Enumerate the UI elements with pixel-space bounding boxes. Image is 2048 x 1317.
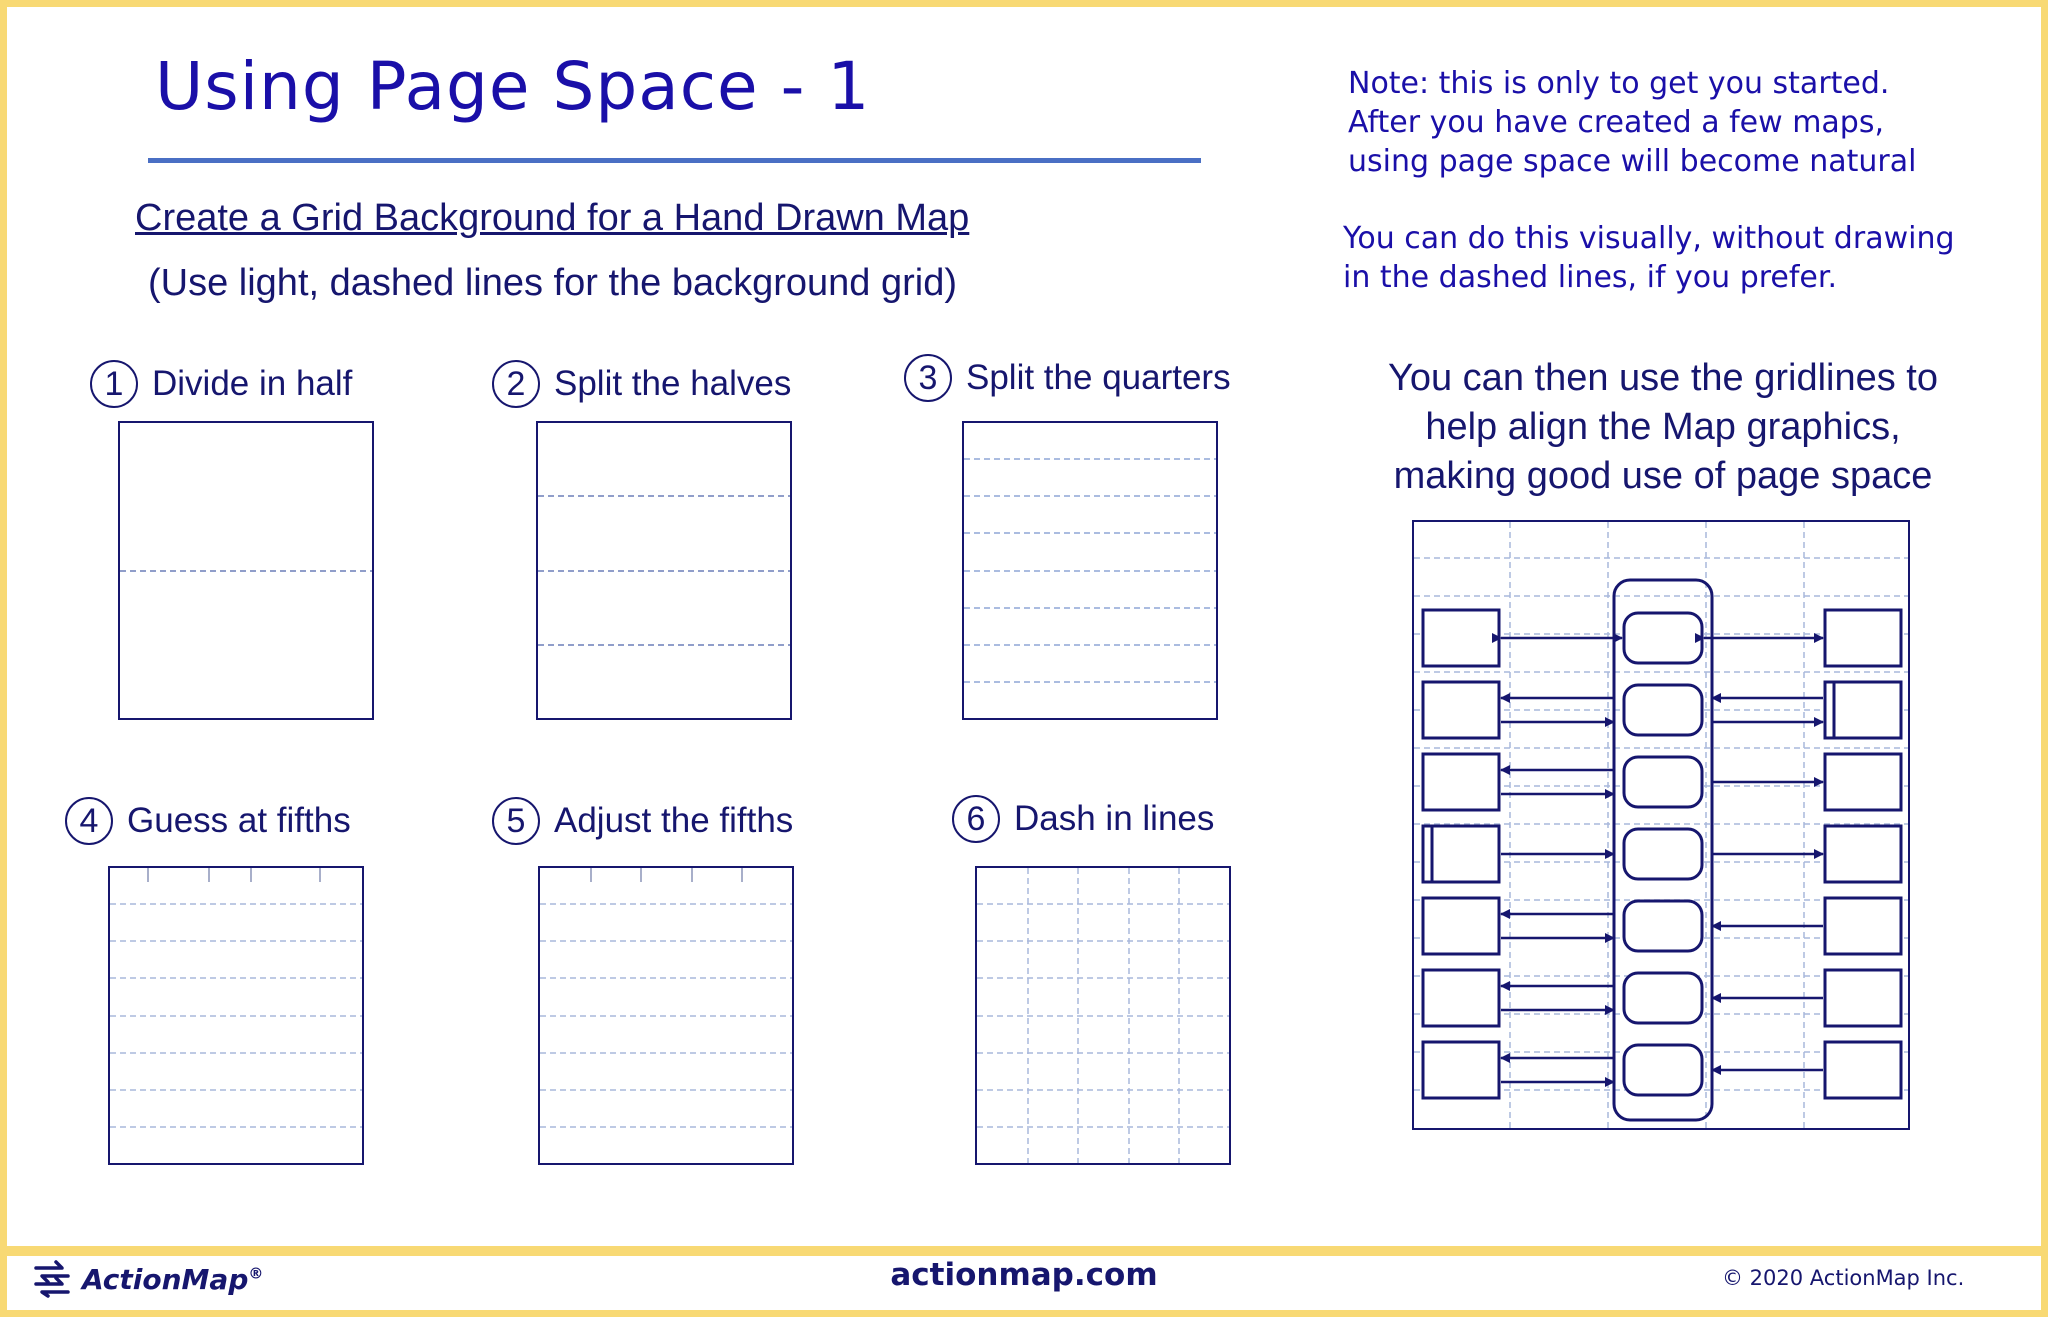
left-box bbox=[1423, 826, 1499, 882]
grid-step-5 bbox=[538, 866, 796, 1166]
grid-step-6 bbox=[975, 866, 1233, 1166]
right-box bbox=[1825, 826, 1901, 882]
brand-name: ActionMap® bbox=[82, 1262, 264, 1296]
left-box bbox=[1423, 1042, 1499, 1098]
note-line: Note: this is only to get you started. bbox=[1348, 66, 1890, 101]
callout-line: making good use of page space bbox=[1393, 455, 1933, 497]
step-text: Divide in half bbox=[152, 364, 353, 403]
section-subnote: (Use light, dashed lines for the background grid) bbox=[148, 262, 958, 304]
left-box bbox=[1423, 970, 1499, 1026]
step-number-badge: 4 bbox=[65, 797, 113, 845]
step-5-label bbox=[492, 797, 793, 845]
step-1-label bbox=[90, 360, 352, 408]
center-node bbox=[1624, 1045, 1702, 1095]
map-row bbox=[1423, 898, 1901, 954]
map-row bbox=[1423, 970, 1901, 1026]
step-2-label bbox=[492, 360, 791, 408]
center-node bbox=[1624, 973, 1702, 1023]
left-box bbox=[1423, 682, 1499, 738]
right-box bbox=[1825, 970, 1901, 1026]
step-text: Split the quarters bbox=[966, 358, 1231, 397]
title-underline bbox=[148, 158, 1201, 163]
left-box bbox=[1423, 610, 1499, 666]
step-text: Guess at fifths bbox=[127, 801, 351, 840]
note-line: You can do this visually, without drawing bbox=[1343, 221, 1955, 256]
step-text: Adjust the fifths bbox=[554, 801, 794, 840]
map-row bbox=[1423, 1042, 1901, 1098]
right-box bbox=[1825, 610, 1901, 666]
grid-step-2 bbox=[536, 421, 794, 721]
right-box bbox=[1825, 1042, 1901, 1098]
center-node bbox=[1624, 901, 1702, 951]
visual-note bbox=[1343, 219, 1955, 297]
right-box bbox=[1825, 682, 1901, 738]
step-number-badge: 5 bbox=[492, 797, 540, 845]
callout-line: You can then use the gridlines to bbox=[1388, 357, 1938, 399]
example-map-diagram bbox=[1412, 520, 1912, 1132]
map-row bbox=[1423, 754, 1901, 810]
note-line: in the dashed lines, if you prefer. bbox=[1343, 260, 1838, 295]
map-row bbox=[1423, 610, 1901, 666]
grid-step-4 bbox=[108, 866, 366, 1166]
left-box bbox=[1423, 898, 1499, 954]
step-3-label bbox=[904, 354, 1231, 402]
step-number-badge: 2 bbox=[492, 360, 540, 408]
gridline-callout bbox=[1330, 354, 1996, 501]
left-box bbox=[1423, 754, 1499, 810]
center-node bbox=[1624, 613, 1702, 663]
map-row bbox=[1423, 682, 1901, 738]
page-title: Using Page Space - 1 bbox=[155, 48, 871, 125]
center-node bbox=[1624, 685, 1702, 735]
footer-divider bbox=[0, 1246, 2048, 1256]
step-number-badge: 3 bbox=[904, 354, 952, 402]
callout-line: help align the Map graphics, bbox=[1425, 406, 1901, 448]
step-6-label bbox=[952, 795, 1214, 843]
map-row bbox=[1423, 826, 1901, 882]
step-text: Split the halves bbox=[554, 364, 792, 403]
center-node bbox=[1624, 757, 1702, 807]
step-number-badge: 6 bbox=[952, 795, 1000, 843]
right-box bbox=[1825, 898, 1901, 954]
section-heading: Create a Grid Background for a Hand Drawn Map bbox=[135, 197, 970, 239]
getting-started-note bbox=[1348, 64, 1916, 181]
note-line: After you have created a few maps, bbox=[1348, 105, 1885, 140]
footer-copyright: © 2020 ActionMap Inc. bbox=[1722, 1266, 1965, 1290]
center-node bbox=[1624, 829, 1702, 879]
right-box bbox=[1825, 754, 1901, 810]
note-line: using page space will become natural bbox=[1348, 144, 1917, 179]
step-4-label bbox=[65, 797, 351, 845]
grid-step-3 bbox=[962, 421, 1220, 721]
footer-website-link[interactable]: actionmap.com bbox=[890, 1257, 1158, 1293]
step-number-badge: 1 bbox=[90, 360, 138, 408]
grid-step-1 bbox=[118, 421, 376, 721]
step-text: Dash in lines bbox=[1014, 799, 1215, 838]
